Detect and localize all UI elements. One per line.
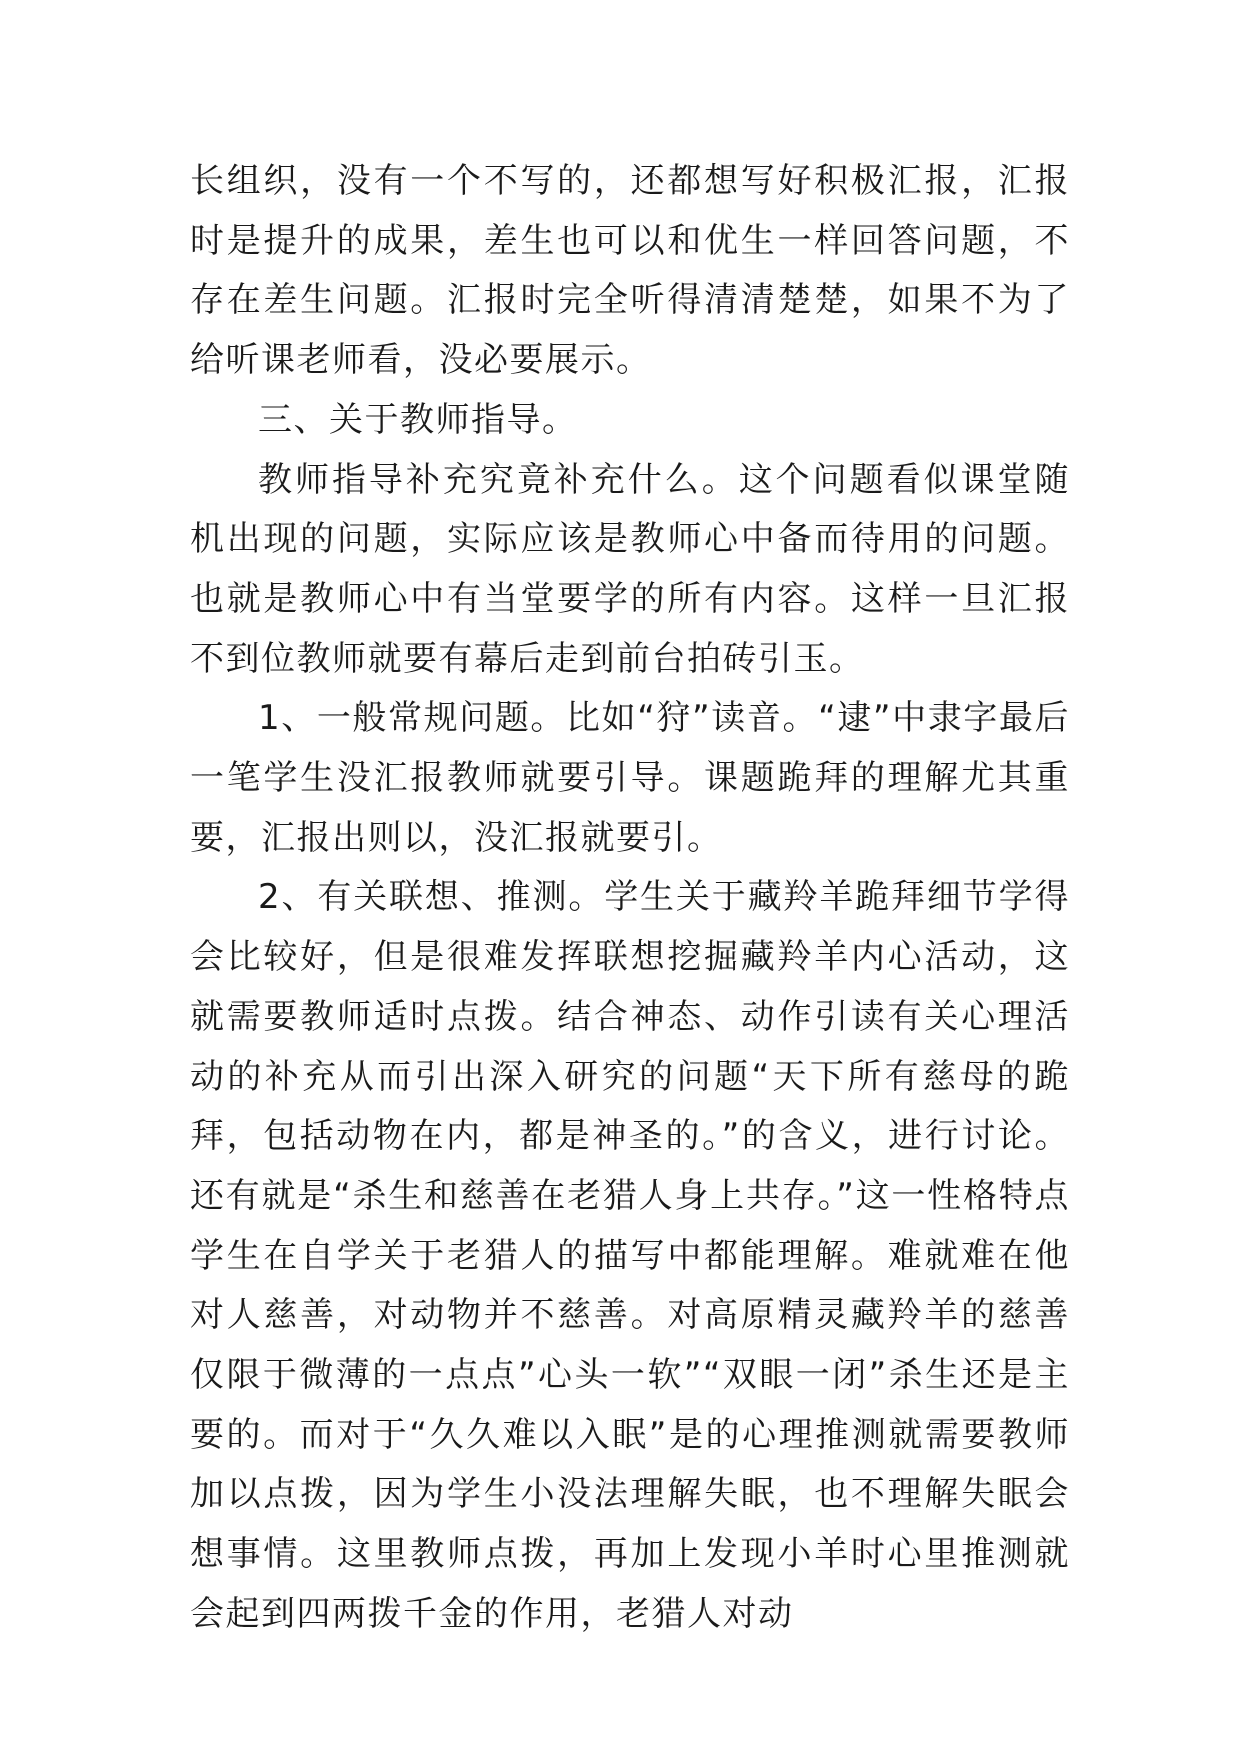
paragraph: 2、有关联想、推测。学生关于藏羚羊跪拜细节学得会比较好，但是很难发挥联想挖掘藏羚羊内心活动，这就需要教师适时点拨。结合神态、动作引读有关心理活动的补充从而引出深入研究的问题“天下所有慈母的跪拜，包括动物在内，都是神圣的。”的含义，进行讨论。还有就是“杀生和慈善在老猎人身上共存。”这一性格特点学生在自学关于老猎人的描写中都能理解。难就难在他对人慈善，对动物并不慈善。对高原精灵藏羚羊的慈善仅限于微薄的一点点”心头一软”“双眼一闭”杀生还是主要的。而对于“久久难以入眠”是的心理推测就需要教师加以点拨，因为学生小没法理解失眠，也不理解失眠会想事情。这里教师点拨，再加上发现小羊时心里推测就会起到四两拨千金的作用，老猎人对动 — [190, 877, 1070, 1634]
paragraph: 教师指导补充究竟补充什么。这个问题看似课堂随机出现的问题，实际应该是教师心中备而待用的问题。也就是教师心中有当堂要学的所有内容。这样一旦汇报不到位教师就要有幕后走到前台拍砖引玉。 — [190, 459, 1070, 679]
section-heading: 三、关于教师指导。 — [258, 399, 578, 440]
paragraph-continuation: 长组织，没有一个不写的，还都想写好积极汇报，汇报时是提升的成果，差生也可以和优生一样回答问题，不存在差生问题。汇报时完全听得清清楚楚，如果不为了给听课老师看，没必要展示。 — [190, 161, 1070, 381]
paragraph: 1、一般常规问题。比如“狩”读音。“逮”中隶字最后一笔学生没汇报教师就要引导。课题跪拜的理解尤其重要，汇报出则以，没汇报就要引。 — [190, 698, 1070, 858]
document-body — [190, 152, 1070, 1645]
